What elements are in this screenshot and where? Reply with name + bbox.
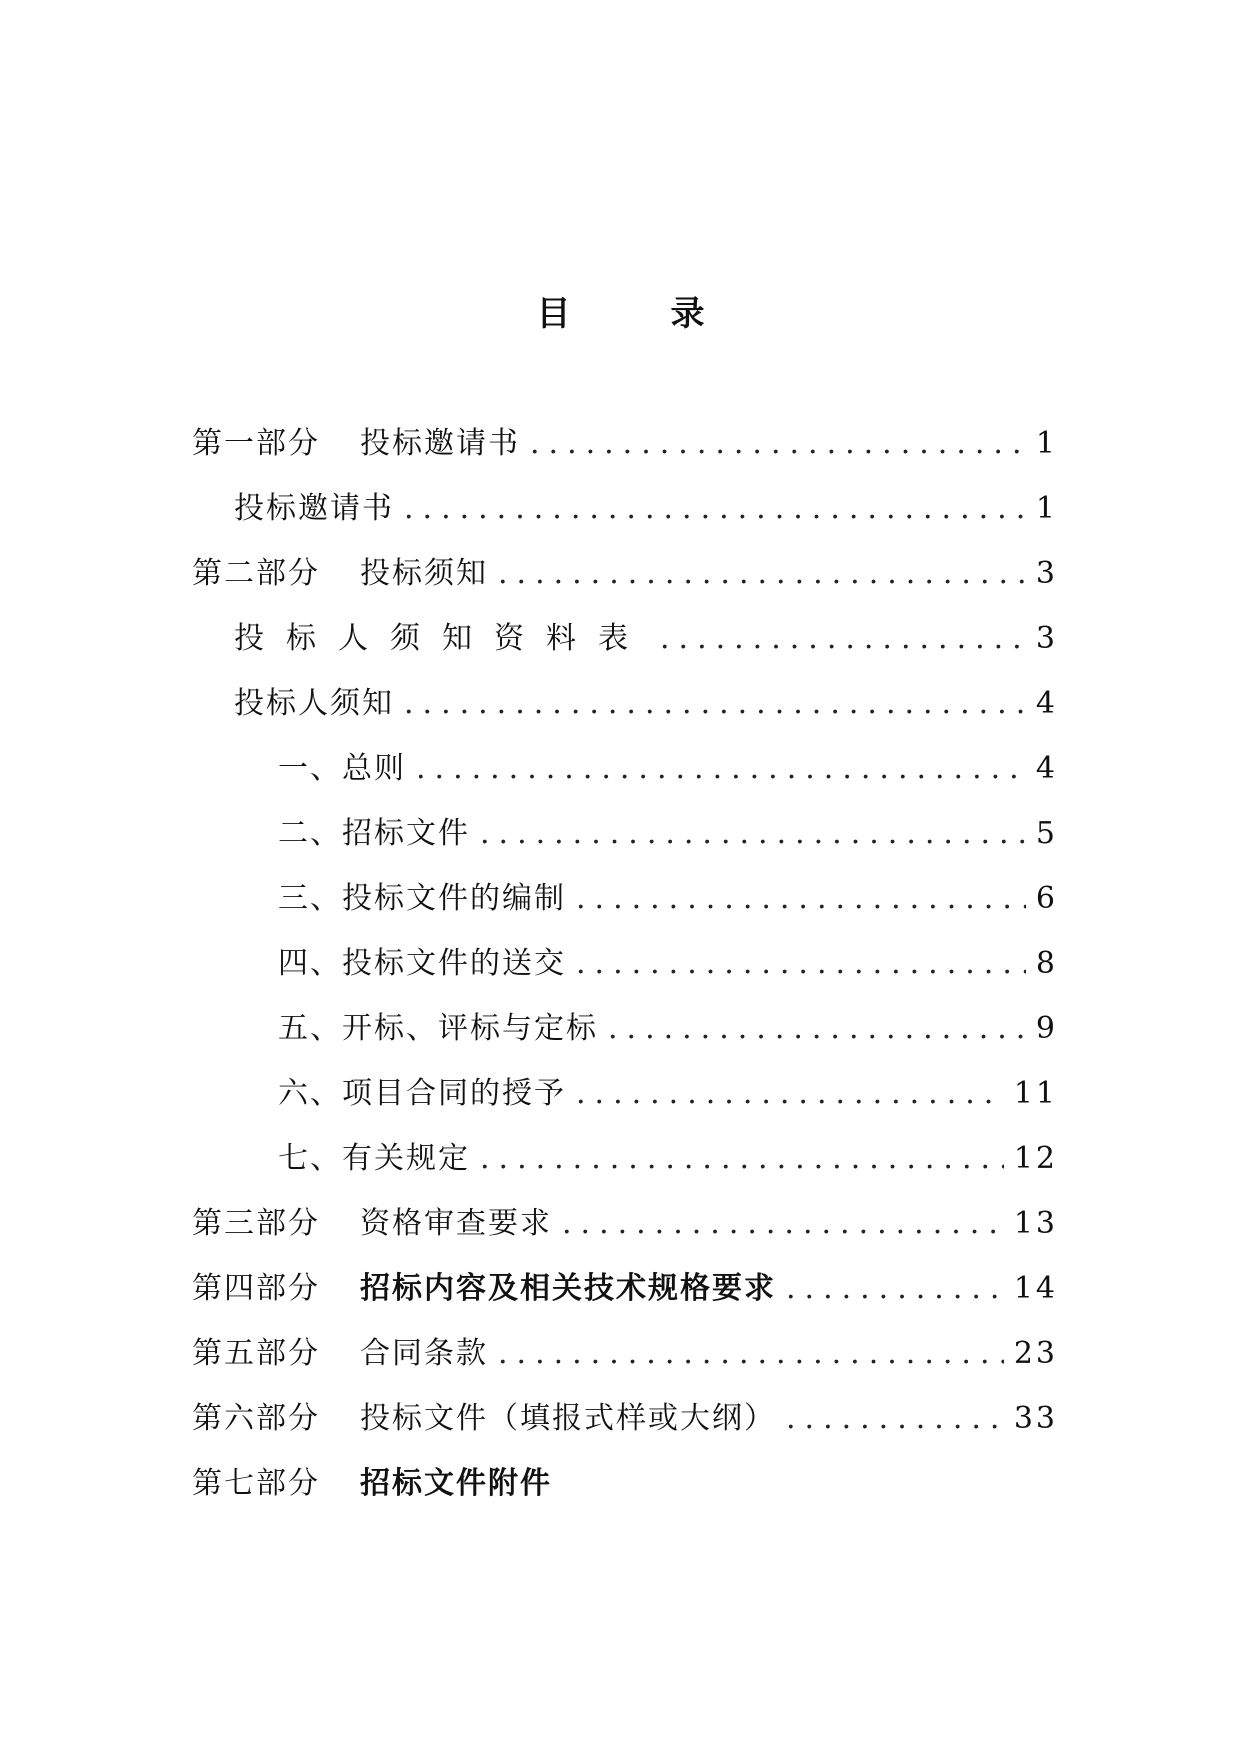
title-char-2: 录 [670, 294, 705, 334]
toc-part-number: 第四部分 [192, 1271, 320, 1306]
toc-label: 合同条款 [360, 1336, 488, 1371]
toc-label: 六、项目合同的授予 [278, 1076, 566, 1111]
toc-entry[interactable] [192, 1393, 1058, 1458]
toc-part-number: 第五部分 [192, 1336, 320, 1371]
toc-page-number: 4 [1035, 751, 1058, 786]
toc-dot-leader [786, 1401, 1004, 1436]
toc-page-number: 11 [1013, 1076, 1058, 1111]
toc-entry[interactable] [192, 613, 1058, 678]
toc-entry[interactable] [192, 483, 1058, 548]
toc-entry[interactable] [192, 1458, 1058, 1523]
toc-dot-leader [608, 1011, 1026, 1046]
toc-dot-leader [576, 946, 1026, 981]
toc-dot-leader [498, 1336, 1004, 1371]
toc-part-number: 第二部分 [192, 556, 320, 591]
toc-part-number: 第三部分 [192, 1206, 320, 1241]
toc-label: 投标须知 [360, 556, 488, 591]
toc-entry[interactable] [192, 418, 1058, 483]
toc-label: 资格审查要求 [360, 1206, 552, 1241]
toc-label: 七、有关规定 [278, 1141, 470, 1176]
toc-entry[interactable] [192, 1198, 1058, 1263]
toc-page-number: 14 [1013, 1271, 1058, 1306]
toc-entry[interactable] [192, 1133, 1058, 1198]
toc-page-number: 12 [1013, 1141, 1058, 1176]
toc-dot-leader [416, 751, 1026, 786]
toc-dot-leader [562, 1206, 1004, 1241]
toc-label: 投标人须知资料表 [234, 621, 650, 656]
toc-label: 五、开标、评标与定标 [278, 1011, 598, 1046]
toc-page-number: 5 [1035, 816, 1058, 851]
toc-label: 投标邀请书 [360, 426, 520, 461]
toc-part-number: 第一部分 [192, 426, 320, 461]
toc-entry[interactable] [192, 1068, 1058, 1133]
toc-label: 投标人须知 [234, 686, 394, 721]
toc-label: 二、招标文件 [278, 816, 470, 851]
toc-label: 一、总则 [278, 751, 406, 786]
toc-page-number: 33 [1013, 1401, 1058, 1436]
toc-part-number: 第七部分 [192, 1466, 320, 1501]
toc-dot-leader [576, 1076, 1004, 1111]
toc-label: 招标内容及相关技术规格要求 [360, 1271, 776, 1306]
toc-dot-leader [530, 426, 1026, 461]
toc-entry[interactable] [192, 743, 1058, 808]
toc-dot-leader [404, 491, 1026, 526]
title-char-1: 目 [536, 294, 571, 334]
toc-entry[interactable] [192, 1328, 1058, 1393]
toc-page-number: 13 [1013, 1206, 1058, 1241]
toc-entry[interactable] [192, 1263, 1058, 1328]
toc-page-number: 1 [1035, 426, 1058, 461]
toc-entry[interactable] [192, 1003, 1058, 1068]
toc-page-number: 23 [1013, 1336, 1058, 1371]
toc-dot-leader [660, 621, 1026, 656]
toc-page-number: 6 [1035, 881, 1058, 916]
toc-entry[interactable] [192, 873, 1058, 938]
toc-page-number: 4 [1035, 686, 1058, 721]
toc-dot-leader [480, 816, 1026, 851]
toc-label: 投标邀请书 [234, 491, 394, 526]
toc-page-number: 3 [1035, 556, 1058, 591]
toc-dot-leader [480, 1141, 1004, 1176]
page-title [0, 286, 1241, 335]
toc-entry[interactable] [192, 548, 1058, 613]
toc-dot-leader [498, 556, 1026, 591]
toc-entry[interactable] [192, 678, 1058, 743]
toc-label: 三、投标文件的编制 [278, 881, 566, 916]
toc-entry[interactable] [192, 938, 1058, 1003]
table-of-contents [192, 418, 1058, 1523]
toc-label: 招标文件附件 [360, 1466, 552, 1501]
toc-label: 投标文件（填报式样或大纲） [360, 1401, 776, 1436]
toc-dot-leader [404, 686, 1026, 721]
toc-part-number: 第六部分 [192, 1401, 320, 1436]
toc-page-number: 3 [1035, 621, 1058, 656]
toc-page-number: 9 [1035, 1011, 1058, 1046]
toc-page-number: 8 [1035, 946, 1058, 981]
toc-label: 四、投标文件的送交 [278, 946, 566, 981]
toc-dot-leader [576, 881, 1026, 916]
toc-page-number: 1 [1035, 491, 1058, 526]
toc-dot-leader [786, 1271, 1004, 1306]
toc-entry[interactable] [192, 808, 1058, 873]
